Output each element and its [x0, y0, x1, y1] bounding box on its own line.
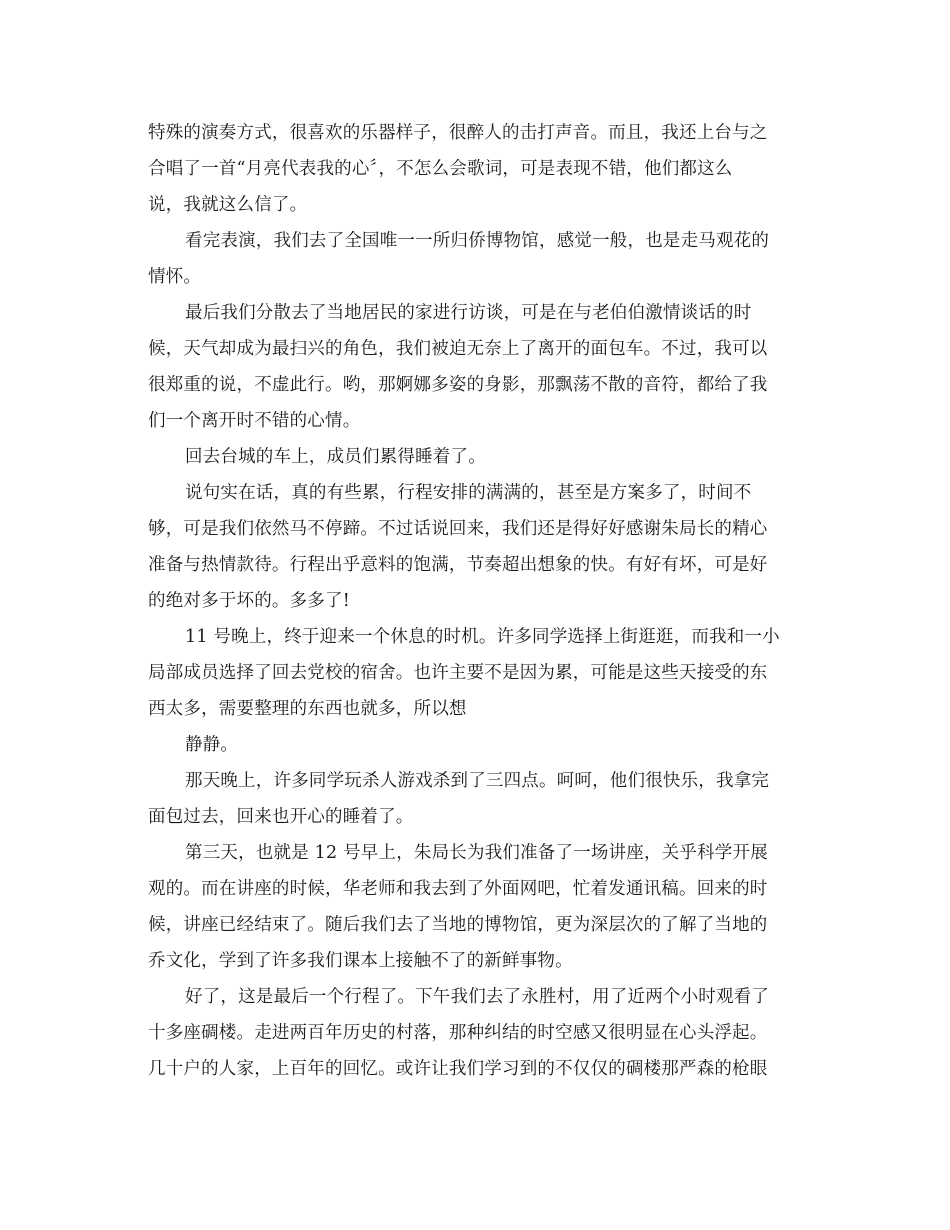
text-line: 最后我们分散去了当地居民的家进行访谈，可是在与老伯伯激情谈话的时 — [185, 303, 752, 323]
text-line: 们一个离开时不错的心情。 — [148, 411, 361, 431]
text-line: 那天晚上，许多同学玩杀人游戏杀到了三四点。呵呵，他们很快乐，我拿完 — [185, 771, 770, 791]
text-line: 静静。 — [185, 735, 239, 755]
text-line: 十多座碉楼。走进两百年历史的村落，那种纠结的时空感又很明显在心头浮起。 — [148, 1023, 768, 1043]
text-line: 11 号晚上，终于迎来一个休息的时机。许多同学选择上街逛逛，而我和一小 — [185, 627, 780, 647]
text-line: 局部成员选择了回去党校的宿舍。也许主要不是因为累，可能是这些天接受的东 — [148, 663, 768, 683]
text-line: 情怀。 — [148, 267, 202, 287]
text-line: 够，可是我们依然马不停蹄。不过话说回来，我们还是得好好感谢朱局长的精心 — [148, 519, 768, 539]
text-line: 的绝对多于坏的。多多了! — [148, 591, 350, 611]
text-line: 候，天气却成为最扫兴的角色，我们被迫无奈上了离开的面包车。不过，我可以 — [148, 339, 768, 359]
text-line: 说，我就这么信了。 — [148, 195, 308, 215]
text-line: 观的。而在讲座的时候，华老师和我去到了外面网吧，忙着发通讯稿。回来的时 — [148, 879, 768, 899]
text-line: 特殊的演奏方式，很喜欢的乐器样子，很醉人的击打声音。而且，我还上台与之 — [148, 123, 768, 143]
text-line: 几十户的人家，上百年的回忆。或许让我们学习到的不仅仅的碉楼那严森的枪眼 — [148, 1059, 768, 1079]
text-line: 回去台城的车上，成员们累得睡着了。 — [185, 447, 486, 467]
text-line: 好了，这是最后一个行程了。下午我们去了永胜村，用了近两个小时观看了 — [185, 987, 770, 1007]
text-line: 乔文化，学到了许多我们课本上接触不了的新鲜事物。 — [148, 951, 573, 971]
text-line: 合唱了一首“月亮代表我的心〞，不怎么会歌词，可是表现不错，他们都这么 — [148, 159, 733, 179]
text-line: 说句实在话，真的有些累，行程安排的满满的，甚至是方案多了，时间不 — [185, 483, 752, 503]
text-line: 看完表演，我们去了全国唯一一所归侨博物馆，感觉一般，也是走马观花的 — [185, 231, 770, 251]
text-line: 准备与热情款待。行程出乎意料的饱满，节奏超出想象的快。有好有坏，可是好 — [148, 555, 768, 575]
text-line: 很郑重的说，不虚此行。哟，那婀娜多姿的身影，那飘荡不散的音符，都给了我 — [148, 375, 768, 395]
text-line: 候，讲座已经结束了。随后我们去了当地的博物馆，更为深层次的了解了当地的 — [148, 915, 768, 935]
text-line: 第三天，也就是 12 号早上，朱局长为我们准备了一场讲座，关乎科学开展 — [185, 843, 768, 863]
text-line: 西太多，需要整理的东西也就多，所以想 — [148, 699, 467, 719]
text-line: 面包过去，回来也开心的睡着了。 — [148, 807, 414, 827]
